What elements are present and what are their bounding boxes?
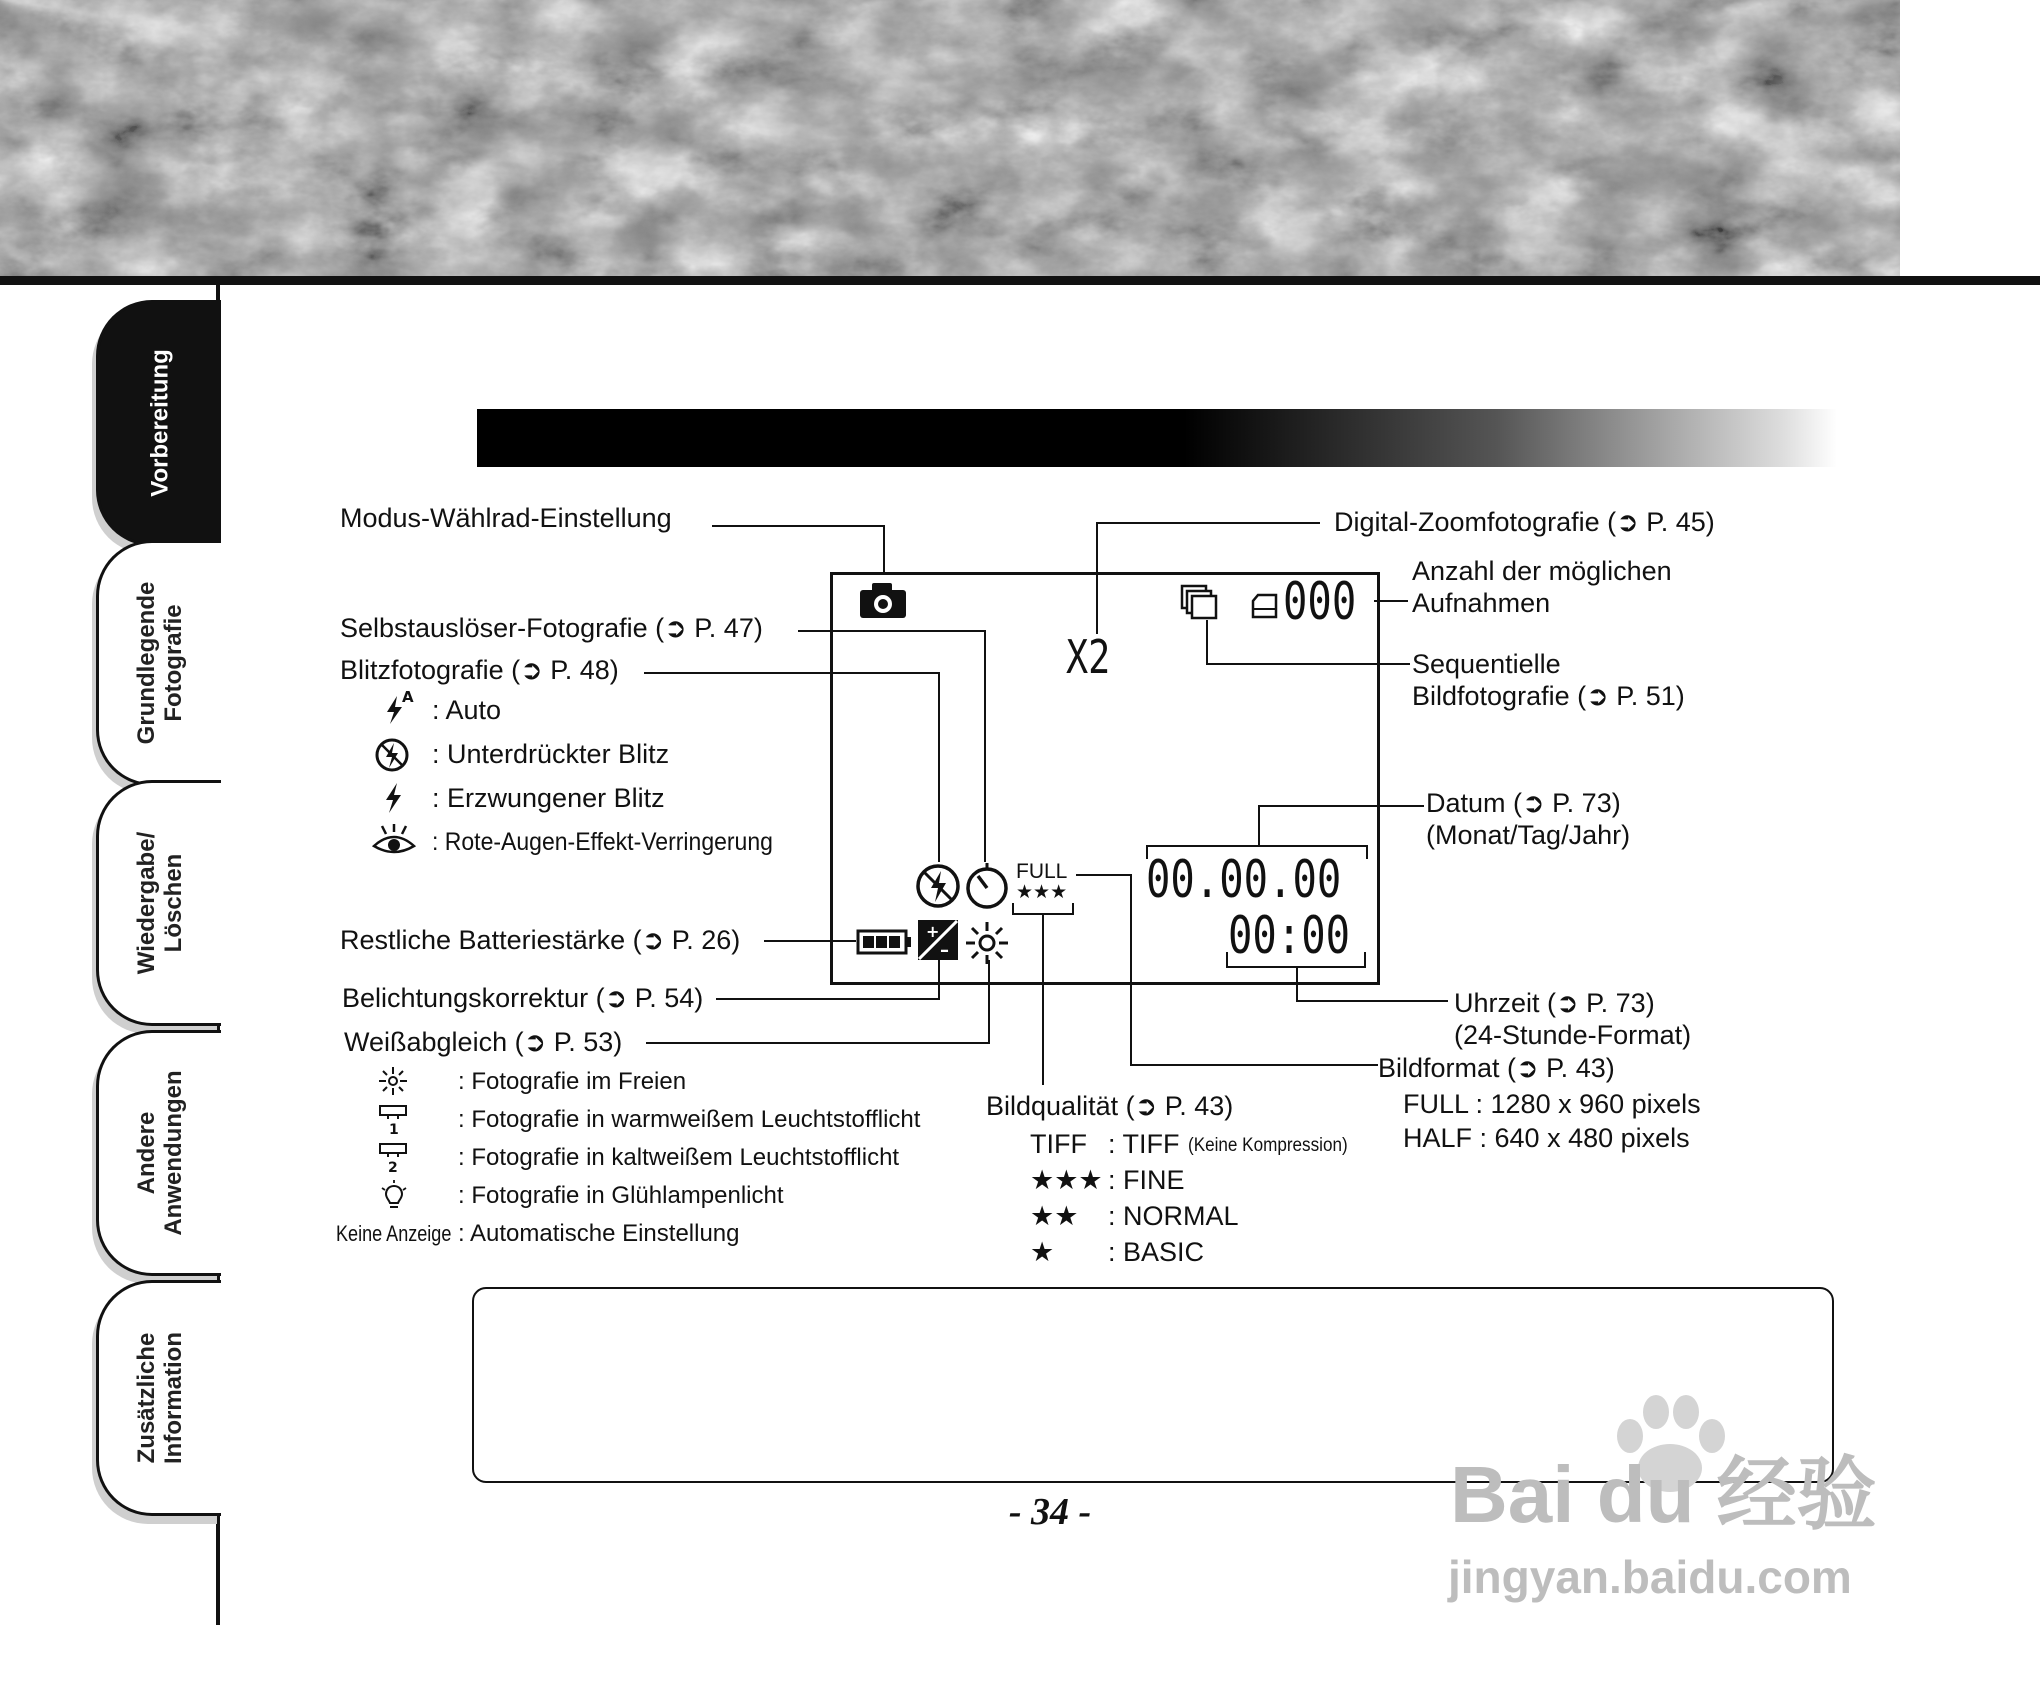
- quality-key: TIFF: [1030, 1129, 1087, 1159]
- label-sequential: Sequentielle: [1412, 649, 1561, 679]
- tab-label: Wiedergabe/ Löschen: [133, 831, 187, 975]
- quality-note: (Keine Kompression): [1188, 1135, 1348, 1156]
- leader-line: [712, 525, 884, 527]
- svg-text:2: 2: [388, 1160, 398, 1174]
- wb-mode-label: : Fotografie in Glühlampenlicht: [458, 1182, 784, 1209]
- tab-vorbereitung[interactable]: [96, 300, 221, 546]
- label-digital-zoom: Digital-Zoomfotografie (➲ P. 45): [1334, 507, 1715, 537]
- label-time: Uhrzeit (➲ P. 73): [1454, 988, 1655, 1018]
- camera-icon: [858, 580, 908, 620]
- quality-key: ★: [1030, 1237, 1055, 1267]
- page-number: - 34 -: [1008, 1491, 1092, 1533]
- wb-no-indicator: Keine Anzeige: [336, 1221, 452, 1246]
- red-eye-icon: [370, 822, 418, 858]
- exposure-compensation-icon: [918, 920, 958, 960]
- leader-line: [883, 525, 885, 575]
- tab-andere-anwendungen[interactable]: [96, 1030, 221, 1276]
- svg-text:–: –: [940, 940, 949, 960]
- label-image-format: Bildformat (➲ P. 43): [1378, 1053, 1615, 1083]
- quality-key: ★★: [1030, 1201, 1079, 1231]
- leader-line: [646, 1042, 990, 1044]
- quality-value: : FINE: [1108, 1165, 1185, 1195]
- label-shots-remaining: Anzahl der möglichen: [1412, 556, 1672, 586]
- sequential-icon: [1180, 584, 1220, 622]
- label-exposure: Belichtungskorrektur (➲ P. 54): [342, 983, 704, 1013]
- tab-zusaetzliche-information[interactable]: [96, 1280, 221, 1516]
- section-title-bar: [477, 409, 1837, 467]
- lcd-date: 00.00.00: [1146, 850, 1342, 910]
- watermark-url: jingyan.baidu.com: [1448, 1551, 1852, 1603]
- battery-icon: [856, 928, 912, 956]
- tab-label: Zusätzliche Information: [133, 1332, 187, 1464]
- tab-grundlegende-fotografie[interactable]: [96, 540, 221, 786]
- label-date-format: (Monat/Tag/Jahr): [1426, 820, 1631, 850]
- label-image-quality: Bildqualität (➲ P. 43): [986, 1091, 1234, 1121]
- wb-mode-label: : Fotografie in warmweißem Leuchtstofflicht: [458, 1106, 921, 1133]
- svg-text:A: A: [402, 688, 414, 706]
- quality-value: : NORMAL: [1108, 1201, 1239, 1231]
- flash-mode-label: : Unterdrückter Blitz: [432, 739, 670, 769]
- tab-label: Grundlegende Fotografie: [133, 581, 187, 745]
- lcd-quality-stars: ★★★: [1016, 882, 1068, 903]
- header-rule: [0, 276, 2040, 285]
- flash-off-icon: [373, 736, 411, 774]
- svg-text:+: +: [926, 922, 940, 941]
- label-self-timer: Selbstauslöser-Fotografie (➲ P. 47): [340, 613, 763, 643]
- format-full: FULL : 1280 x 960 pixels: [1403, 1089, 1701, 1119]
- sun-icon: [964, 920, 1010, 966]
- tab-label: Vorbereitung: [146, 349, 174, 497]
- fluorescent-1-icon: [378, 1104, 408, 1136]
- memory-card-icon: [1250, 592, 1280, 620]
- quality-value: : TIFF: [1108, 1129, 1180, 1159]
- tab-wiedergabe-loeschen[interactable]: [96, 780, 221, 1026]
- header-texture: [0, 0, 1900, 276]
- flash-auto-icon: [382, 688, 418, 726]
- lcd-shots-remaining: 000: [1283, 572, 1357, 632]
- lcd-image-size: FULL: [1016, 860, 1068, 883]
- flash-mode-label: : Rote-Augen-Effekt-Verringerung: [432, 828, 773, 856]
- flash-mode-label: : Erzwungener Blitz: [432, 783, 665, 813]
- label-date: Datum (➲ P. 73): [1426, 788, 1621, 818]
- flash-forced-icon: [382, 780, 406, 816]
- fluorescent-2-icon: [378, 1142, 408, 1174]
- sun-icon: [378, 1066, 408, 1096]
- lcd-zoom: X2: [1066, 630, 1111, 684]
- label-shots-remaining: Aufnahmen: [1412, 588, 1551, 618]
- leader-line: [1130, 1064, 1378, 1066]
- format-half: HALF : 640 x 480 pixels: [1403, 1123, 1690, 1153]
- label-sequential: Bildfotografie (➲ P. 51): [1412, 681, 1685, 711]
- tab-label: Andere Anwendungen: [133, 1070, 187, 1236]
- svg-text:1: 1: [389, 1122, 399, 1136]
- lcd-time: 00:00: [1228, 906, 1351, 966]
- watermark-logo: Bai du 经验: [1450, 1450, 1877, 1539]
- label-flash: Blitzfotografie (➲ P. 48): [340, 655, 619, 685]
- label-white-balance: Weißabgleich (➲ P. 53): [344, 1027, 623, 1057]
- self-timer-icon: [964, 860, 1010, 912]
- quality-value: : BASIC: [1108, 1237, 1205, 1267]
- wb-mode-label: : Automatische Einstellung: [458, 1220, 740, 1247]
- label-battery: Restliche Batteriestärke (➲ P. 26): [340, 925, 741, 955]
- wb-mode-label: : Fotografie im Freien: [458, 1068, 687, 1095]
- label-mode-dial: Modus-Wählrad-Einstellung: [340, 503, 672, 533]
- label-time-format: (24-Stunde-Format): [1454, 1020, 1692, 1050]
- leader-line: [1296, 1000, 1448, 1002]
- leader-line: [1096, 522, 1320, 524]
- wb-mode-label: : Fotografie in kaltweißem Leuchtstofflicht: [458, 1144, 900, 1171]
- leader-line: [716, 998, 940, 1000]
- flash-off-icon: [914, 862, 962, 910]
- bulb-icon: [380, 1180, 408, 1212]
- quality-key: ★★★: [1030, 1165, 1103, 1195]
- flash-mode-label: : Auto: [432, 695, 502, 725]
